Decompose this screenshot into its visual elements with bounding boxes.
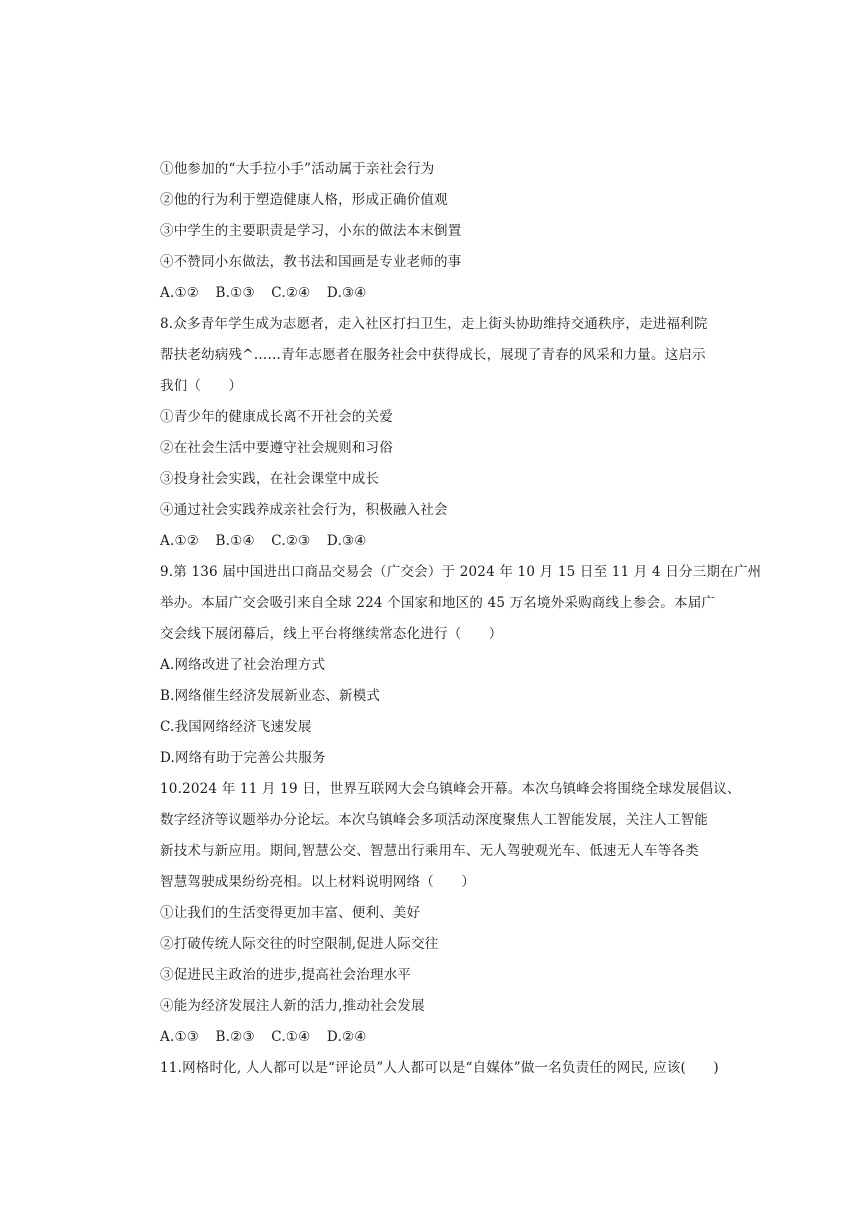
q11-stem: 11.网格时化, 人人都可以是“评论员”人人都可以是“自媒体”做一名负责任的网民, 应该( ) — [160, 1060, 719, 1076]
q9-choice-d: D.网络有助于完善公共服务 — [160, 750, 326, 766]
q10-stem-line-1: 10.2024 年 11 月 19 日，世界互联网大会乌镇峰会开幕。本次乌镇峰会将围绕全球发展倡议、 — [160, 781, 741, 797]
q10-stem-line-2: 数字经济等议题举办分论坛。本次乌镇峰会多项活动深度聚焦人工智能发展，关注人工智能 — [160, 812, 708, 828]
q8-stem-line-3: 我们（ ） — [160, 378, 243, 394]
q10-item-3: ③促进民主政治的进步,提高社会治理水平 — [160, 967, 412, 983]
q10-option-b: B.②③ — [215, 1029, 255, 1045]
q10-item-2: ②打破传统人际交往的时空限制,促进人际交往 — [160, 936, 439, 952]
q10-option-d: D.②④ — [326, 1029, 367, 1045]
q8-item-4: ④通过社会实践养成亲社会行为，积极融入社会 — [160, 502, 448, 518]
q8-stem-line-2: 帮扶老幼病残^……青年志愿者在服务社会中获得成长，展现了青春的风采和力量。这启示 — [160, 347, 706, 363]
q7-option-a: A.①② — [160, 285, 200, 301]
q8-option-b: B.①④ — [215, 533, 255, 549]
q8-option-c: C.②③ — [271, 533, 311, 549]
q7-item-1: ①他参加的“大手拉小手”活动属于亲社会行为 — [160, 161, 435, 177]
q7-option-b: B.①③ — [215, 285, 255, 301]
q8-item-1: ①青少年的健康成长离不开社会的关爱 — [160, 409, 393, 425]
q9-choice-b: B.网络催生经济发展新业态、新模式 — [160, 688, 381, 704]
q9-choice-c: C.我国网络经济飞速发展 — [160, 719, 312, 735]
q10-stem-line-4: 智慧驾驶成果纷纷亮相。以上材料说明网络（ ） — [160, 874, 476, 890]
q9-choice-a: A.网络改进了社会治理方式 — [160, 657, 326, 673]
q8-item-2: ②在社会生活中要遵守社会规则和习俗 — [160, 440, 393, 456]
q8-options — [160, 532, 379, 550]
q7-option-c: C.②④ — [271, 285, 311, 301]
q10-item-4: ④能为经济发展注人新的活力,推动社会发展 — [160, 998, 425, 1014]
q10-options — [160, 1028, 379, 1046]
q10-item-1: ①让我们的生活变得更加丰富、便利、美好 — [160, 905, 421, 921]
q10-stem-line-3: 新技术与新应用。期间,智慧公交、智慧出行乘用车、无人驾驶观光车、低速无人车等各类 — [160, 843, 699, 859]
q7-item-3: ③中学生的主要职责是学习，小东的做法本末倒置 — [160, 223, 462, 239]
q8-option-d: D.③④ — [326, 533, 367, 549]
q9-stem-line-3: 交会线下展闭幕后，线上平台将继续常态化进行（ ） — [160, 626, 503, 642]
q7-option-d: D.③④ — [326, 285, 367, 301]
q9-stem-line-2: 举办。本届广交会吸引来自全球 224 个国家和地区的 45 万名境外采购商线上参会。本届广 — [160, 595, 716, 611]
q8-stem-line-1: 8.众多青年学生成为志愿者，走入社区打扫卫生，走上街头协助维持交通秩序，走进福利院 — [160, 316, 708, 332]
q7-options — [160, 284, 379, 302]
q8-item-3: ③投身社会实践，在社会课堂中成长 — [160, 471, 380, 487]
q9-stem-line-1: 9.第 136 届中国进出口商品交易会（广交会）于 2024 年 10 月 15 日至 11 月 4 日分三期在广州 — [160, 564, 762, 580]
q10-option-a: A.①③ — [160, 1029, 200, 1045]
q10-option-c: C.①④ — [271, 1029, 311, 1045]
q7-item-4: ④不赞同小东做法，教书法和国画是专业老师的事 — [160, 254, 462, 270]
q7-item-2: ②他的行为利于塑造健康人格，形成正确价值观 — [160, 192, 448, 208]
q8-option-a: A.①② — [160, 533, 200, 549]
